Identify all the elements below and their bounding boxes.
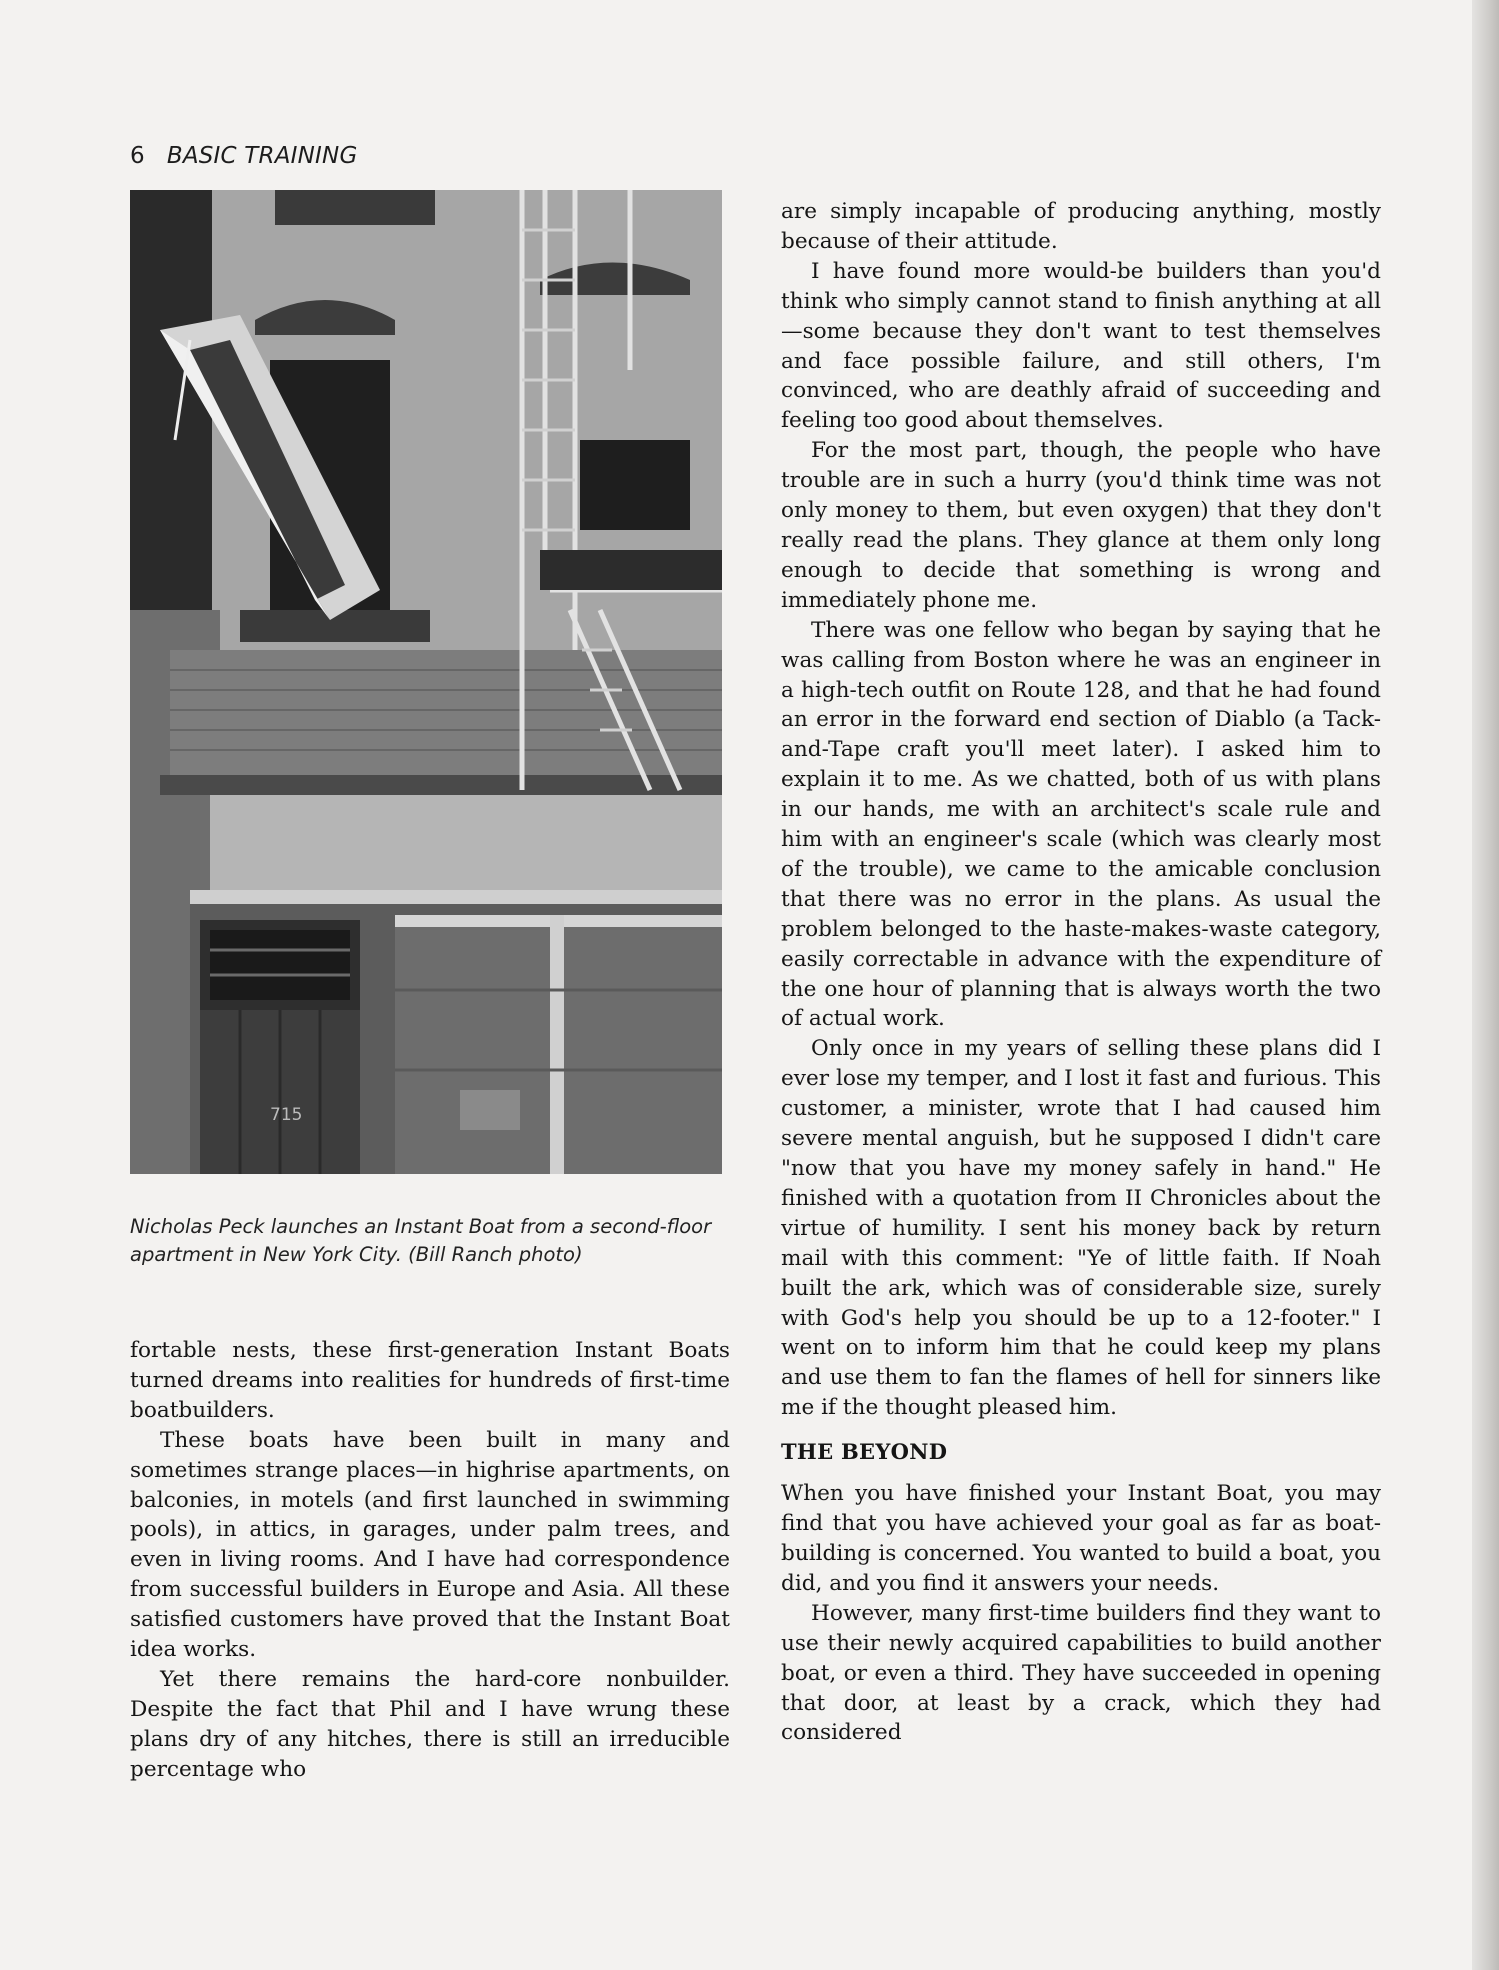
door-number: 715 bbox=[270, 1105, 303, 1125]
paragraph: Only once in my years of selling these plans did I ever lose my temper, and I lost it fast and furious. This customer, a minister, wrote that I had caused him severe mental anguish, but he supposed I didn't care "now that you have my money safely in hand." He finished with a quotation from II Chronicles about the virtue of humility. I sent his money back by return mail with this comment: "Ye of little faith. If Noah built the ark, which was of considerable size, surely with God's help you should be up to a 12-footer." I went on to inform him that he could keep my plans and use them to fan the flames of hell for sinners like me if the thought pleased him. bbox=[781, 1036, 1381, 1421]
paragraph: These boats have been built in many and sometimes strange places—in highrise apartments, on balconies, in motels (and first launched in swimming pools), in attics, in garages, under palm trees, and even in living rooms. And I have had correspondence from successful builders in Europe and Asia. All these satisfied customers have proved that the Instant Boat idea works. bbox=[130, 1427, 730, 1663]
paragraph: However, many first-time builders find they want to use their newly acquired capabilities to build another boat, or even a third. They have succeeded in opening that door, at least by a crack, which they had considered bbox=[781, 1600, 1381, 1746]
left-column bbox=[130, 1336, 730, 1785]
paragraph: There was one fellow who began by saying that he was calling from Boston where he was an engineer in a high-tech outfit on Route 128, and that he had found an error in the forward end section of Diablo (a Tack-and-Tape craft you'll meet later). I asked him to explain it to me. As we chatted, both of us with plans in our hands, me with an architect's scale rule and him with an engineer's scale (which was clearly most of the trouble), we came to the amicable conclusion that there was no error in the plans. As usual the problem belonged to the haste-makes-waste category, easily correctable in advance with the expenditure of the one hour of planning that is always worth the two of actual work. bbox=[781, 617, 1381, 1032]
section-title: BASIC TRAINING bbox=[166, 143, 358, 169]
photo-caption: Nicholas Peck launches an Instant Boat from a second-floor apartment in New York City. (Bill Ranch photo) bbox=[130, 1215, 712, 1266]
section-heading: THE BEYOND bbox=[781, 1439, 948, 1465]
paragraph: I have found more would-be builders than you'd think who simply cannot stand to finish anything at all—some because they don't want to test themselves and face possible failure, and still others, I'm convinced, who are deathly afraid of succeeding and feeling too good about themselves. bbox=[781, 258, 1381, 434]
page-edge bbox=[1472, 0, 1499, 1970]
building-photo bbox=[130, 190, 722, 1174]
right-column bbox=[781, 197, 1381, 1748]
running-head bbox=[130, 143, 357, 169]
page-number: 6 bbox=[130, 143, 145, 169]
paragraph: When you have finished your Instant Boat, you may find that you have achieved your goal as far as boat-building is concerned. You wanted to build a boat, you did, and you find it answers your needs. bbox=[781, 1481, 1381, 1596]
paragraph: fortable nests, these first-generation Instant Boats turned dreams into realities for hundreds of first-time boatbuilders. bbox=[130, 1338, 730, 1423]
paragraph: For the most part, though, the people who have trouble are in such a hurry (you'd think time was not only money to them, but even oxygen) that they don't really read the plans. They glance at them only long enough to decide that something is wrong and immediately phone me. bbox=[781, 438, 1381, 613]
paragraph: are simply incapable of producing anything, mostly because of their attitude. bbox=[781, 199, 1381, 254]
paragraph: Yet there remains the hard-core nonbuilder. Despite the fact that Phil and I have wrung these plans dry of any hitches, there is still an irreducible percentage who bbox=[130, 1666, 730, 1782]
